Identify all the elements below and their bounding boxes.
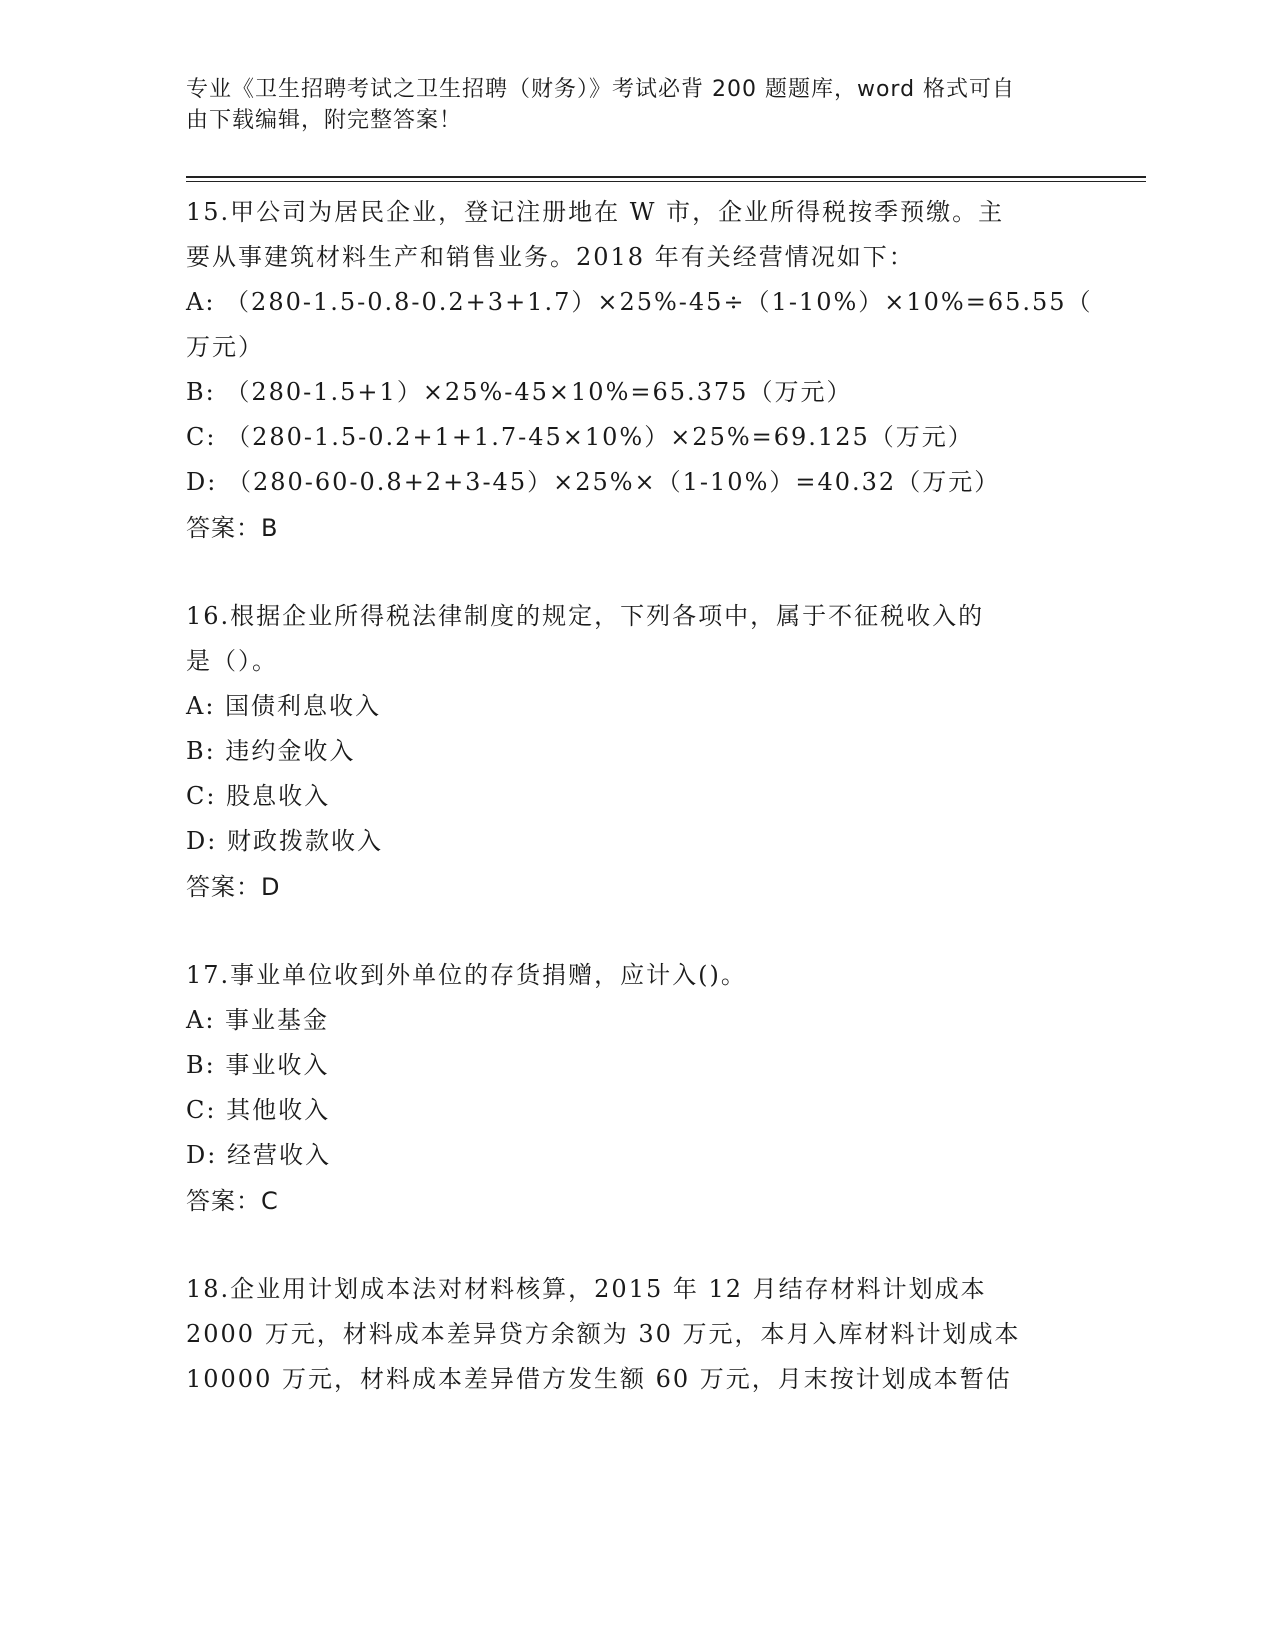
header-line: 由下载编辑，附完整答案！ (186, 108, 463, 133)
question-stem-line: 17.事业单位收到外单位的存货捐赠，应计入()。 (186, 961, 747, 989)
option-a: A: （280-1.5-0.8-0.2+3+1.7）×25%-45÷（1-10%）×10%=65.55（ (186, 288, 1093, 316)
document-header (186, 74, 1066, 136)
option-d: D: （280-60-0.8+2+3-45）×25%×（1-10%）=40.32（万元） (186, 468, 1001, 496)
question-18 (186, 1267, 1126, 1402)
answer: 答案：D (186, 873, 281, 901)
question-17 (186, 953, 1126, 1224)
option-a: A: 国债利息收入 (186, 692, 382, 720)
question-stem-line: 2000 万元，材料成本差异贷方余额为 30 万元，本月入库材料计划成本 (186, 1320, 1021, 1348)
question-stem-line: 16.根据企业所得税法律制度的规定，下列各项中，属于不征税收入的 (186, 602, 985, 630)
question-15 (186, 190, 1126, 551)
option-c: C: 其他收入 (186, 1096, 331, 1124)
question-stem-line: 18.企业用计划成本法对材料核算，2015 年 12 月结存材料计划成本 (186, 1275, 987, 1303)
option-c: C: （280-1.5-0.2+1+1.7-45×10%）×25%=69.125（万元） (186, 423, 974, 451)
option-c: C: 股息收入 (186, 782, 331, 810)
question-stem-line: 15.甲公司为居民企业，登记注册地在 W 市，企业所得税按季预缴。主 (186, 198, 1005, 226)
option-d: D: 经营收入 (186, 1141, 331, 1169)
question-stem-line: 要从事建筑材料生产和销售业务。2018 年有关经营情况如下： (186, 243, 915, 271)
header-divider-thin (186, 181, 1146, 182)
option-b: B: 事业收入 (186, 1051, 330, 1079)
option-b: B: （280-1.5+1）×25%-45×10%=65.375（万元） (186, 378, 853, 406)
question-list (186, 190, 1126, 1445)
answer: 答案：C (186, 1187, 279, 1215)
answer: 答案：B (186, 514, 279, 542)
option-b: B: 违约金收入 (186, 737, 356, 765)
header-divider-thick (186, 176, 1146, 178)
option-a-continued: 万元） (186, 333, 264, 361)
question-16 (186, 594, 1126, 910)
option-a: A: 事业基金 (186, 1006, 330, 1034)
question-stem-line: 10000 万元，材料成本差异借方发生额 60 万元，月末按计划成本暂估 (186, 1365, 1012, 1393)
option-d: D: 财政拨款收入 (186, 827, 383, 855)
question-stem-line: 是（）。 (186, 647, 278, 675)
header-line: 专业《卫生招聘考试之卫生招聘（财务）》考试必背 200 题题库，word 格式可自 (186, 77, 1016, 102)
